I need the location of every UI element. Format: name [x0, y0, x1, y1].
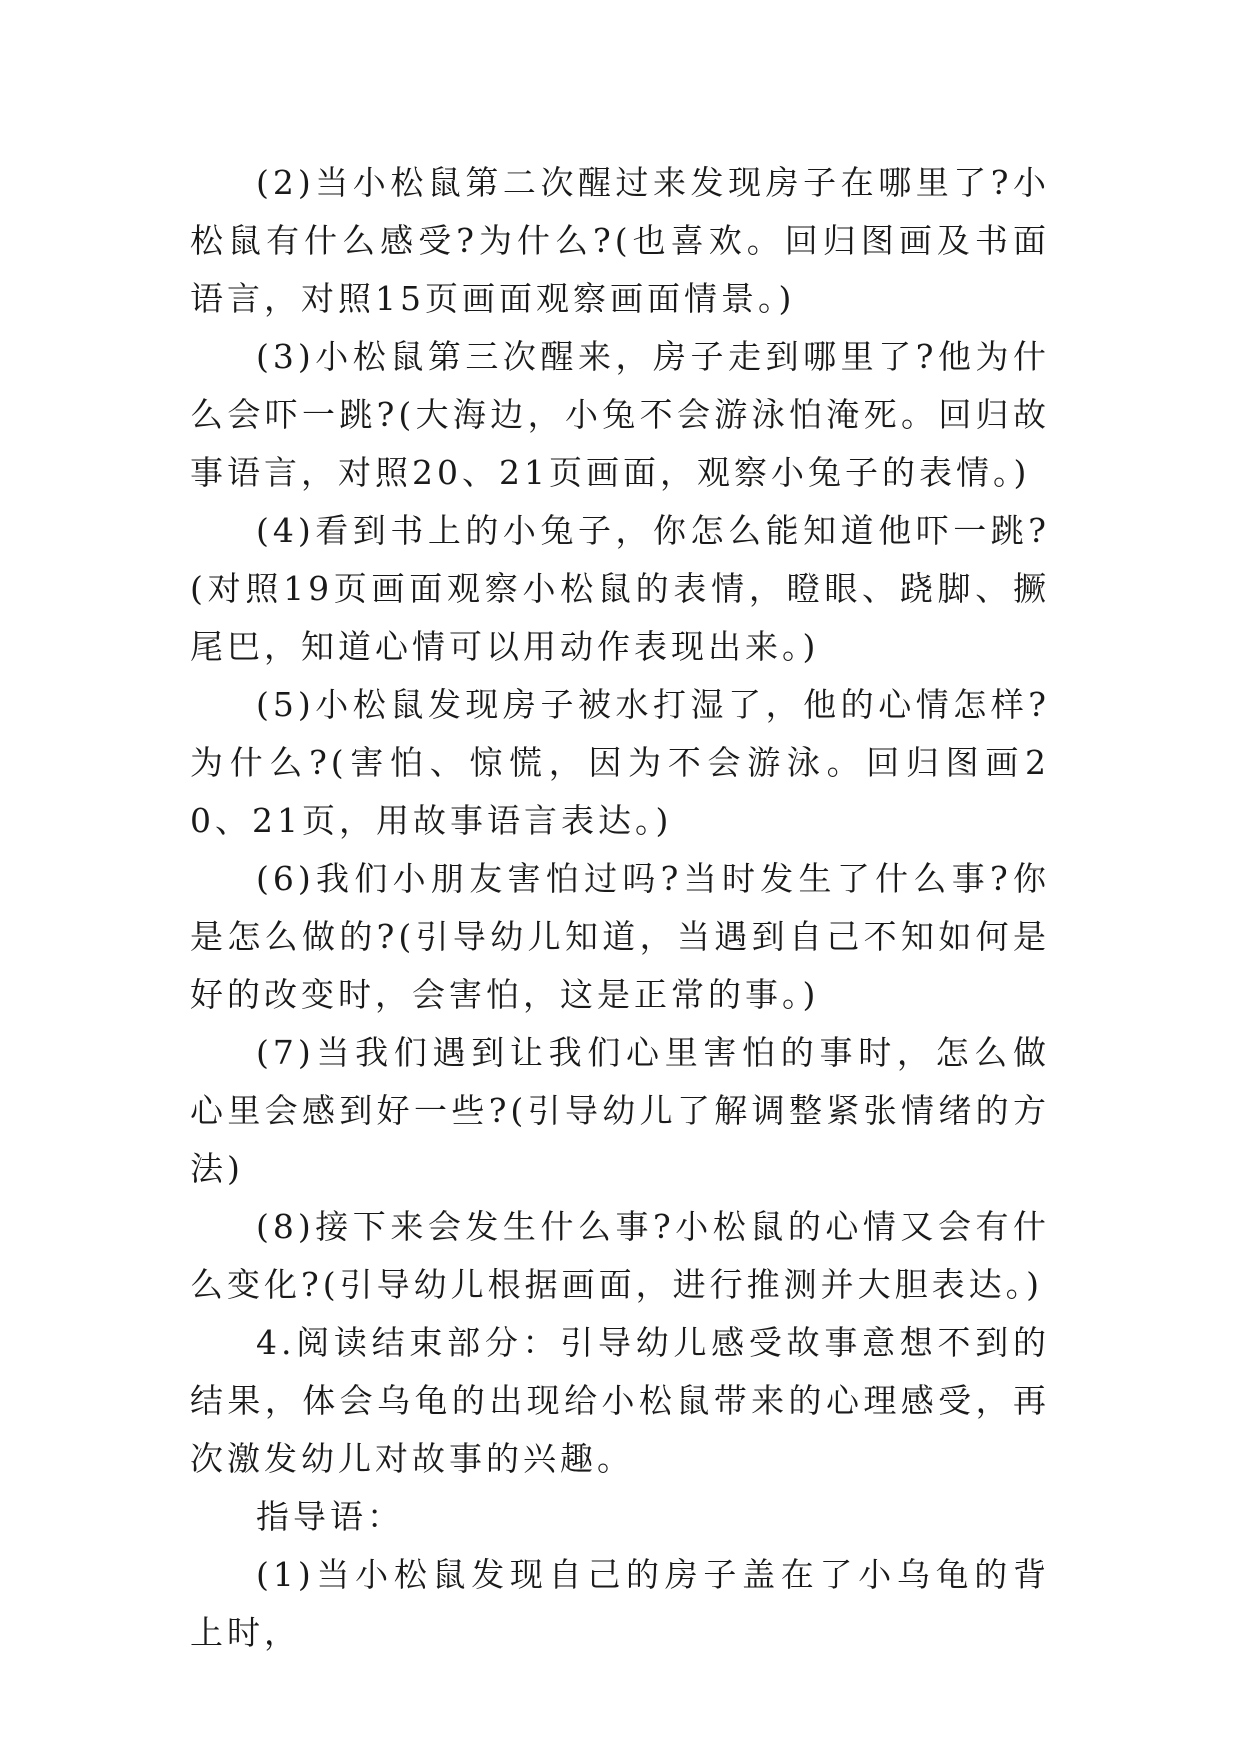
paragraph-question-7: (7)当我们遇到让我们心里害怕的事时，怎么做心里会感到好一些?(引导幼儿了解调整紧张情绪的方法) — [190, 1033, 1050, 1188]
paragraph-question-5: (5)小松鼠发现房子被水打湿了，他的心情怎样?为什么?(害怕、惊慌，因为不会游泳。回归图画20、21页，用故事语言表达。) — [190, 685, 1050, 840]
paragraph-question-6: (6)我们小朋友害怕过吗?当时发生了什么事?你是怎么做的?(引导幼儿知道，当遇到自己不知如何是好的改变时，会害怕，这是正常的事。) — [190, 859, 1050, 1014]
paragraph-question-4: (4)看到书上的小兔子，你怎么能知道他吓一跳?(对照19页画面观察小松鼠的表情，瞪眼、跷脚、撅尾巴，知道心情可以用动作表现出来。) — [190, 511, 1050, 666]
paragraph-question-3: (3)小松鼠第三次醒来，房子走到哪里了?他为什么会吓一跳?(大海边，小兔不会游泳怕淹死。回归故事语言，对照20、21页画面，观察小兔子的表情。) — [190, 337, 1050, 492]
paragraph-section-4: 4.阅读结束部分：引导幼儿感受故事意想不到的结果，体会乌龟的出现给小松鼠带来的心理感受，再次激发幼儿对故事的兴趣。 — [190, 1323, 1050, 1478]
paragraph-question-8: (8)接下来会发生什么事?小松鼠的心情又会有什么变化?(引导幼儿根据画面，进行推测并大胆表达。) — [190, 1207, 1050, 1304]
paragraph-guidance-heading: 指导语： — [256, 1497, 404, 1536]
paragraph-question-2: (2)当小松鼠第二次醒过来发现房子在哪里了?小松鼠有什么感受?为什么?(也喜欢。回归图画及书面语言，对照15页画面观察画面情景。) — [190, 163, 1050, 318]
paragraph-guidance-1: (1)当小松鼠发现自己的房子盖在了小乌龟的背上时， — [190, 1555, 1050, 1652]
document-body — [190, 154, 1050, 1662]
